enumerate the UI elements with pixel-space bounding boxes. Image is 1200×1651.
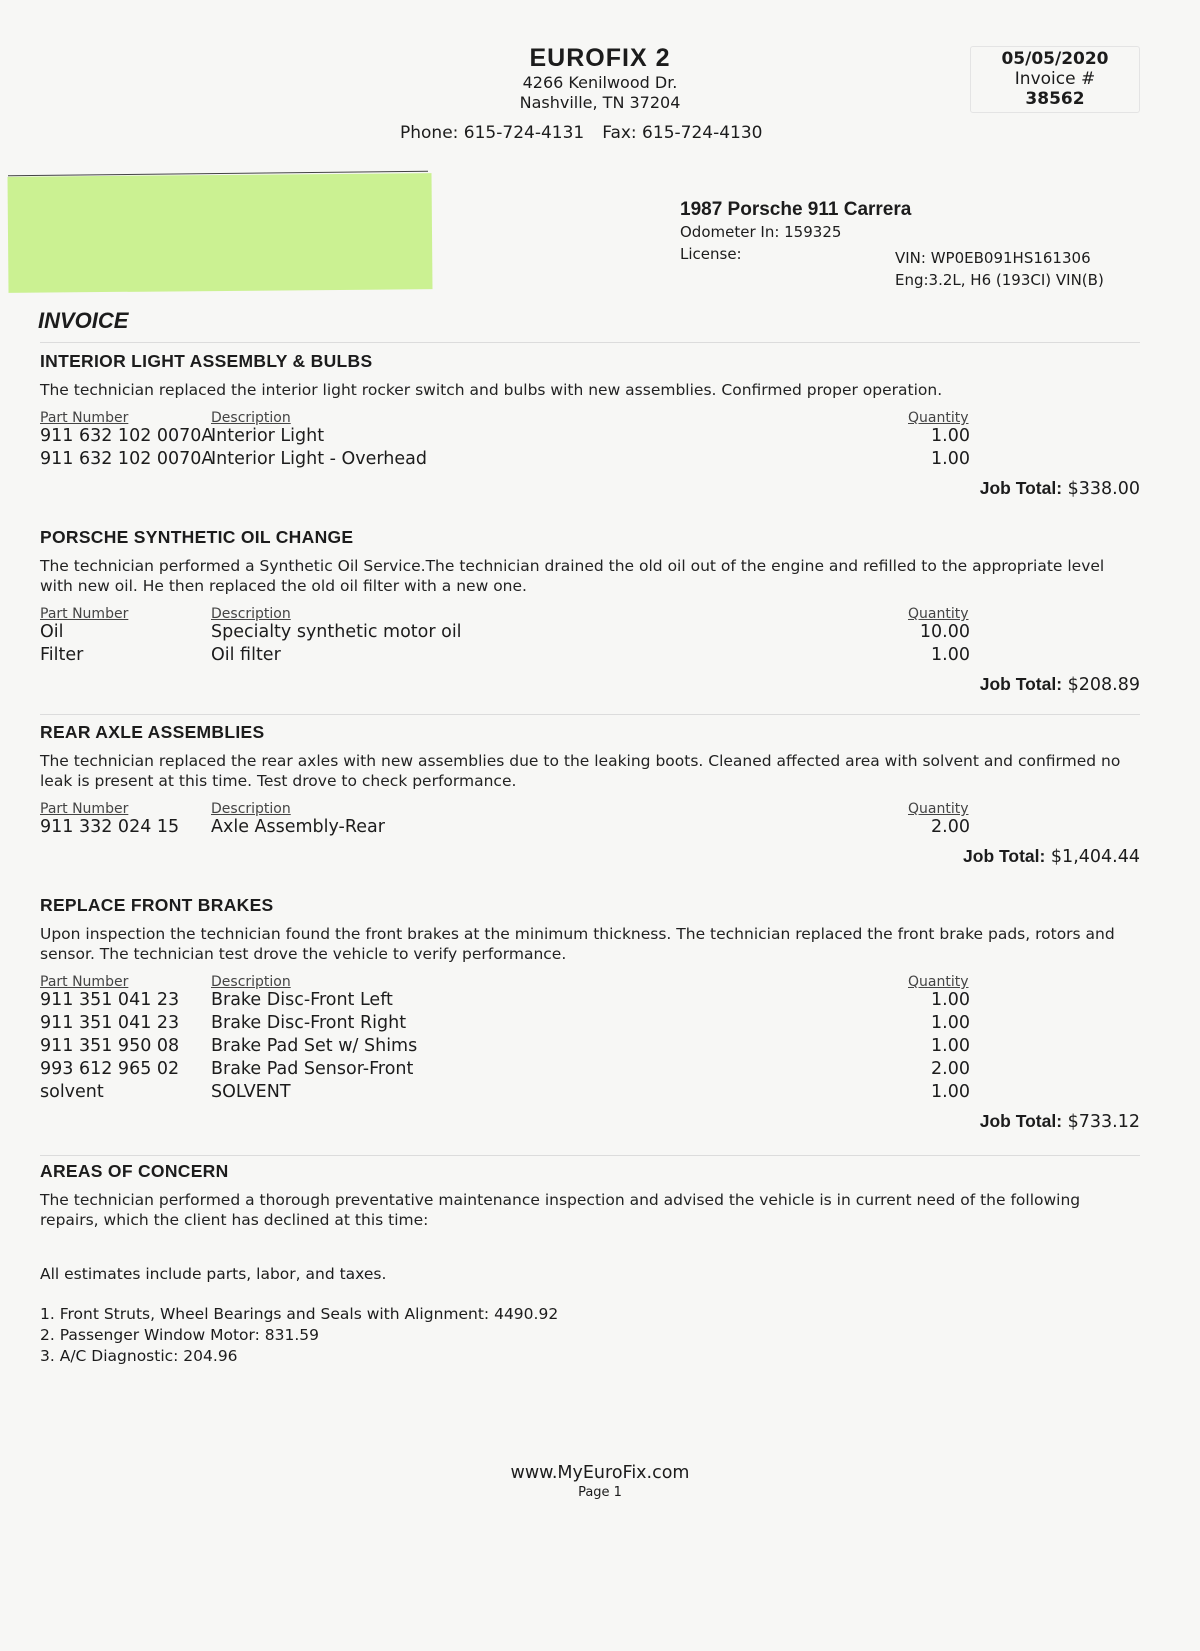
page-number: Page 1 [578,1485,622,1500]
job-total [40,1105,1140,1135]
shop-address-2: Nashville, TN 37204 [519,93,681,112]
parts-header [40,797,1140,817]
part-quantity: 1.00 [931,449,970,469]
shop-fax: Fax: 615-724-4130 [602,123,763,143]
document-title: INVOICE [38,308,129,333]
table-row [40,449,1140,472]
part-quantity: 1.00 [931,645,970,665]
table-row [40,1036,1140,1059]
job-total-amount: $338.00 [1067,479,1140,499]
parts-table [40,602,1140,668]
part-description: Axle Assembly-Rear [211,817,385,837]
part-number: solvent [40,1082,104,1102]
job-section [40,527,1140,698]
parts-header [40,602,1140,622]
part-number-header: Part Number [40,974,129,990]
part-description: Specialty synthetic motor oil [211,622,462,642]
part-quantity: 1.00 [931,1036,970,1056]
parts-table [40,406,1140,472]
part-description: Brake Pad Sensor-Front [211,1059,414,1079]
shop-header [400,44,800,113]
part-description: Brake Disc-Front Right [211,1013,407,1033]
table-row [40,426,1140,449]
vehicle-odometer: Odometer In: 159325 [680,223,842,241]
part-description: Brake Pad Set w/ Shims [211,1036,418,1056]
table-row [40,1013,1140,1036]
part-number: 911 351 041 23 [40,990,180,1010]
concerns-list [40,1304,1140,1367]
table-row [40,817,1140,840]
job-total-label: Job Total: [979,1111,1063,1131]
part-number: Oil [40,622,64,642]
vehicle-info [680,199,1140,289]
part-number: 993 612 965 02 [40,1059,180,1079]
job-description: The technician performed a Synthetic Oil Service.The technician drained the old oil out of the engine and refilled to the appropriate level with new oil. He then replaced the old oil filter with a new one. [40,557,1105,595]
parts-header [40,406,1140,426]
part-description: Interior Light [211,426,325,446]
job-description: The technician replaced the interior light rocker switch and bulbs with new assemblies. Confirmed proper operation. [40,381,943,399]
job-total-label: Job Total: [963,846,1046,866]
list-item: 3. A/C Diagnostic: 204.96 [40,1347,238,1365]
divider [40,1155,1140,1156]
invoice-date: 05/05/2020 [1001,49,1109,69]
table-row [40,1059,1140,1082]
job-description: Upon inspection the technician found the front brakes at the minimum thickness. The technician replaced the front brake pads, rotors and sensor. The technician test drove the vehicle to verify performance. [40,925,1115,963]
divider [40,714,1140,715]
shop-address-1: 4266 Kenilwood Dr. [522,73,678,92]
job-title: REPLACE FRONT BRAKES [40,895,274,915]
shop-contact [400,123,800,143]
part-description: Brake Disc-Front Left [211,990,393,1010]
invoice-number: 38562 [1025,89,1085,109]
list-item: 2. Passenger Window Motor: 831.59 [40,1326,319,1344]
job-section [40,351,1140,502]
vehicle-vin-block [895,247,1104,291]
job-section [40,722,1140,870]
vehicle-engine: Eng:3.2L, H6 (193CI) VIN(B) [895,271,1104,289]
list-item: 1. Front Struts, Wheel Bearings and Seals with Alignment: 4490.92 [40,1305,559,1323]
divider [40,342,1140,343]
job-total-label: Job Total: [979,478,1063,498]
shop-phone: Phone: 615-724-4131 [400,123,585,143]
part-number: 911 351 950 08 [40,1036,180,1056]
job-total [40,840,1140,870]
table-row [40,622,1140,645]
parts-table [40,797,1140,840]
part-number: 911 332 024 15 [40,817,180,837]
concerns-section [40,1161,1140,1367]
vehicle-license: License: [680,245,742,263]
parts-header [40,970,1140,990]
job-total-amount: $208.89 [1067,675,1140,695]
part-quantity: 1.00 [931,426,970,446]
part-quantity: 2.00 [931,1059,970,1079]
part-quantity: 1.00 [931,1082,970,1102]
part-quantity: 1.00 [931,990,970,1010]
vehicle-vin: VIN: WP0EB091HS161306 [895,249,1091,267]
part-quantity: 2.00 [931,817,970,837]
job-total-amount: $733.12 [1067,1112,1140,1132]
footer-url[interactable]: www.MyEuroFix.com [510,1463,690,1483]
part-number-header: Part Number [40,410,129,426]
description-header: Description [211,606,291,622]
table-row [40,1082,1140,1105]
part-number: Filter [40,645,84,665]
table-row [40,645,1140,668]
job-total [40,668,1140,698]
redacted-customer-block [8,173,433,293]
part-number-header: Part Number [40,801,129,817]
quantity-header: Quantity [908,410,969,426]
invoice-number-label: Invoice # [1014,69,1096,89]
concerns-note: All estimates include parts, labor, and taxes. [40,1265,387,1283]
job-title: REAR AXLE ASSEMBLIES [40,722,265,742]
parts-table [40,970,1140,1105]
quantity-header: Quantity [908,974,969,990]
job-title: INTERIOR LIGHT ASSEMBLY & BULBS [40,351,373,371]
part-number-header: Part Number [40,606,129,622]
job-total-amount: $1,404.44 [1050,847,1140,867]
job-title: PORSCHE SYNTHETIC OIL CHANGE [40,527,354,547]
table-row [40,990,1140,1013]
part-quantity: 10.00 [919,622,970,642]
vehicle-title: 1987 Porsche 911 Carrera [680,199,912,220]
quantity-header: Quantity [908,801,969,817]
job-total [40,472,1140,502]
job-total-label: Job Total: [979,674,1063,694]
part-description: Interior Light - Overhead [211,449,427,469]
invoice-info-box [970,46,1140,113]
concerns-title: AREAS OF CONCERN [40,1161,229,1181]
page-footer [400,1463,800,1500]
description-header: Description [211,974,291,990]
quantity-header: Quantity [908,606,969,622]
job-section [40,895,1140,1135]
part-number: 911 632 102 0070A [40,449,214,469]
part-description: Oil filter [211,645,281,665]
job-description: The technician replaced the rear axles with new assemblies due to the leaking boots. Cleaned affected area with solvent and confirmed no leak is present at this time. Test drove to check performance. [40,752,1121,790]
part-description: SOLVENT [211,1082,291,1102]
shop-name: EUROFIX 2 [529,44,671,72]
part-number: 911 632 102 0070A [40,426,214,446]
part-quantity: 1.00 [931,1013,970,1033]
part-number: 911 351 041 23 [40,1013,180,1033]
description-header: Description [211,410,291,426]
description-header: Description [211,801,291,817]
concerns-description: The technician performed a thorough preventative maintenance inspection and advised the vehicle is in current need of the following repairs, which the client has declined at this time: [40,1191,1081,1229]
